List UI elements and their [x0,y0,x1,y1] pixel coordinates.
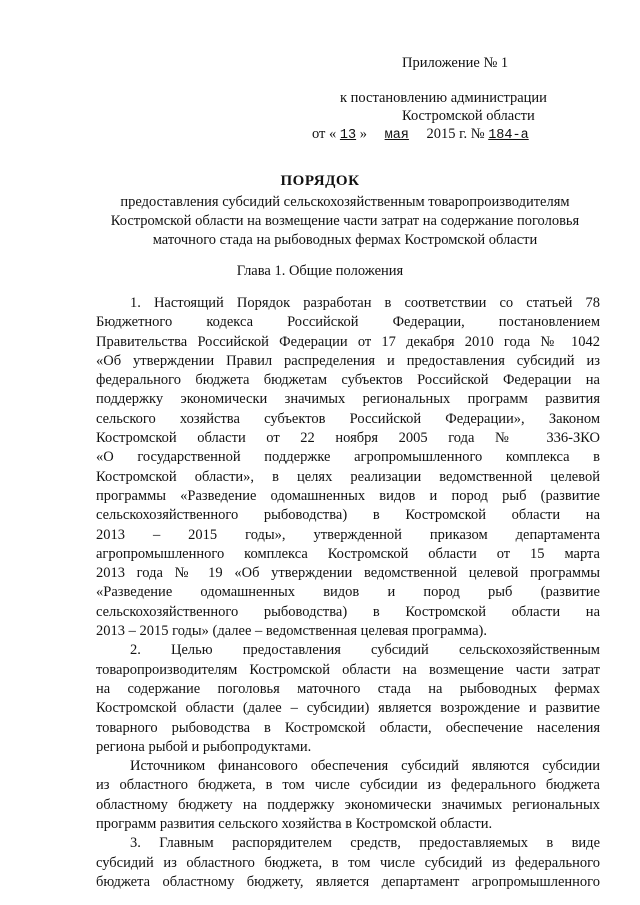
annex-region-line: Костромской области [402,108,535,124]
text-line: 2013 – 2015 годы» (далее – ведомственная целевая программа). [96,623,487,640]
annex-title: Приложение № 1 [402,55,509,71]
date-month: мая [384,128,409,143]
annex-date-line [312,126,529,143]
text-line: Костромской области», в целях реализации ведомственной целевой [96,468,600,485]
date-year: 2015 г. № [426,126,485,142]
text-line: областному бюджету на поддержку экономически значимых региональных [96,796,600,813]
text-line: 3. Главным распорядителем средств, предоставляемых в виде [130,835,600,852]
text-line: Правительства Российской Федерации от 17 декабря 2010 года № 1042 [96,333,600,350]
date-day: 13 [339,128,357,143]
text-line: на содержание поголовья маточного стада на рыбоводных фермах [96,680,600,697]
document-subtitle: предоставления субсидий сельскохозяйственным товаропроизводителям Костромской области на возмещение части затрат на содержание поголовья маточного стада на рыбоводных фермах Костромской области [110,194,580,248]
text-line: Бюджетного кодекса Российской Федерации, постановлением [96,314,600,331]
text-line: федерального бюджета бюджетам субъектов Российской Федерации на [96,372,600,389]
text-line: товарного рыбоводства в Костромской области, обеспечение населения [96,719,600,736]
body-text [96,294,600,892]
text-line: сельского хозяйства субъектов Российской Федерации», Законом [96,410,600,427]
text-line: 2013 – 2015 годы», утвержденной приказом департамента [96,526,600,543]
text-line: 1. Настоящий Порядок разработан в соответствии со статьей 78 [130,295,600,311]
text-line: программы «Разведение одомашненных видов и пород рыб (развитие [96,487,600,504]
text-line: программ развития сельского хозяйства в Костромской области. [96,816,493,833]
text-line: «Разведение одомашненных видов и пород рыб (развитие [96,584,600,601]
text-line: «Об утверждении Правил распределения и предоставления субсидий из [96,352,600,369]
text-line: сельскохозяйственного рыбоводства) в Костромской области на [96,603,600,620]
document-number: 184-а [488,128,529,143]
chapter-heading: Глава 1. Общие положения [236,263,404,279]
text-line: агропромышленного комплекса Костромской области от 15 марта [96,545,600,562]
date-prefix: от « [312,126,337,142]
text-line: поддержку экономически значимых региональных программ развития [96,391,600,408]
text-line: товаропроизводителям Костромской области на возмещение части затрат [96,661,600,678]
document-title: ПОРЯДОК [280,173,360,189]
text-line: Костромской области от 22 ноября 2005 года № 336-ЗКО [96,430,600,447]
text-line: из областного бюджета, в том числе субсидии из федерального бюджета [96,777,600,794]
text-line: 2. Целью предоставления субсидий сельскохозяйственным [130,642,600,659]
text-line: 2013 года № 19 «Об утверждении ведомственной целевой программы [96,565,600,582]
date-mid: » [359,126,367,142]
text-line: Костромской области (далее – субсидии) является возрождение и развитие [96,700,600,717]
text-line: Источником финансового обеспечения субсидий являются субсидии [130,758,600,775]
annex-resolution-line: к постановлению администрации [340,90,547,106]
text-line: субсидий из областного бюджета, в том числе субсидий из федерального [96,854,600,871]
text-line: «О государственной поддержке агропромышленного комплекса в [96,449,600,466]
text-line: бюджета областному бюджету, является департамент агропромышленного [96,873,600,890]
text-line: сельскохозяйственного рыбоводства) в Костромской области на [96,507,600,524]
text-line: региона рыбой и рыбопродуктами. [96,738,312,755]
